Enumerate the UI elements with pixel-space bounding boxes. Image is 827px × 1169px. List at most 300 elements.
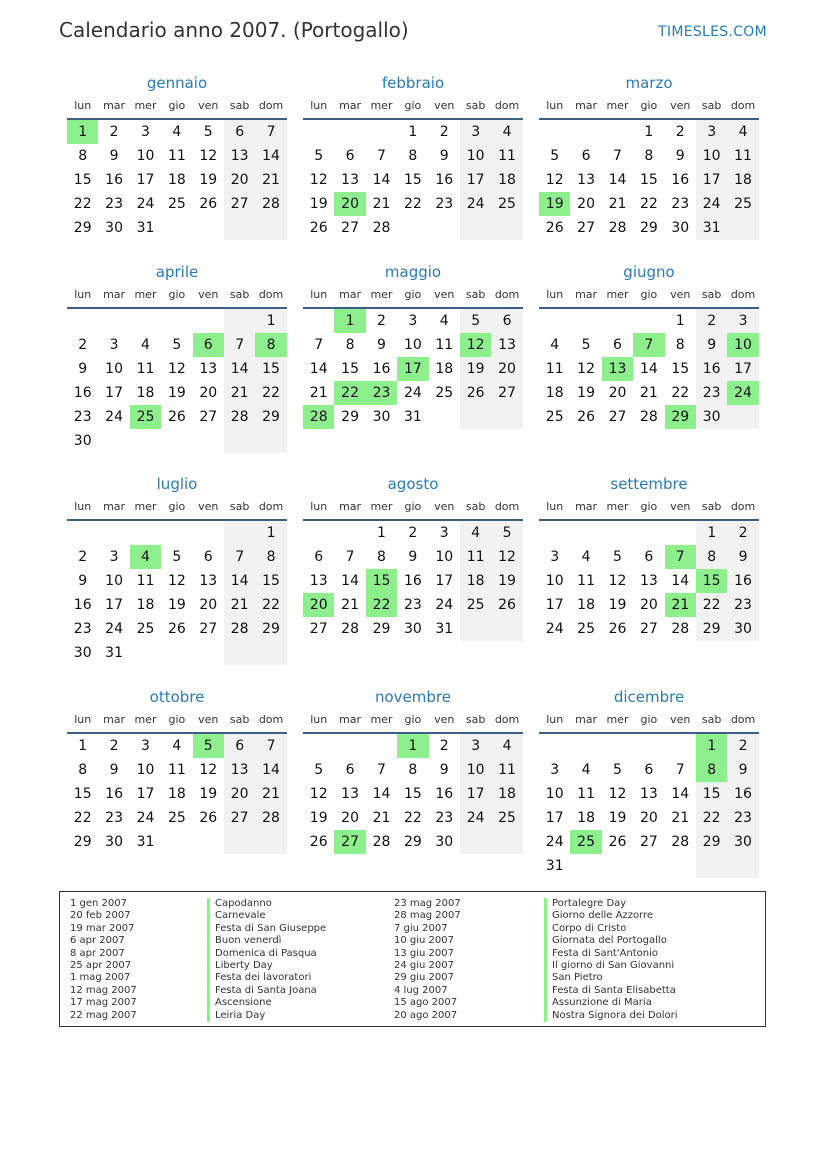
day-cell: 20 xyxy=(224,782,255,806)
day-cell: 25 xyxy=(491,192,522,216)
day-cell: 5 xyxy=(491,521,522,545)
day-cell: 16 xyxy=(105,786,123,802)
weekday-label: mer xyxy=(134,713,157,726)
month-name: gennaio xyxy=(146,74,208,92)
day-cell: 14 xyxy=(608,172,627,188)
weekday-label: ven xyxy=(434,288,455,301)
weekday-label: dom xyxy=(730,288,756,301)
day-grid xyxy=(539,521,759,641)
empty-cell xyxy=(491,405,522,429)
empty-cell xyxy=(161,641,192,665)
weekday-label: dom xyxy=(730,713,756,726)
day-cell: 5 xyxy=(314,762,324,778)
day-cell: 27 xyxy=(334,830,365,854)
day-cell: 15 xyxy=(255,357,286,381)
day-cell: 16 xyxy=(105,172,123,188)
weekday-label: sab xyxy=(229,288,250,301)
day-cell: 21 xyxy=(255,168,286,192)
day-grid xyxy=(539,309,759,429)
month-name: marzo xyxy=(625,74,673,92)
day-cell: 7 xyxy=(224,333,255,357)
day-cell: 6 xyxy=(613,337,622,353)
day-cell: 4 xyxy=(439,313,449,329)
day-cell: 22 xyxy=(671,385,690,401)
empty-cell xyxy=(161,309,192,333)
weekday-header xyxy=(303,497,523,521)
day-cell: 26 xyxy=(491,593,522,617)
day-cell: 13 xyxy=(602,357,633,381)
empty-cell xyxy=(429,216,460,240)
day-cell: 7 xyxy=(665,545,696,569)
day-cell: 25 xyxy=(491,806,522,830)
month-marzo xyxy=(539,70,759,240)
legend-entry: Festa di San Giuseppe xyxy=(207,923,326,935)
legend-dates-col1 xyxy=(70,898,137,1022)
day-cell: 4 xyxy=(491,120,522,144)
empty-cell xyxy=(491,216,522,240)
day-cell: 28 xyxy=(639,409,658,425)
empty-cell xyxy=(491,617,522,641)
day-cell: 7 xyxy=(377,148,386,164)
day-cell: 30 xyxy=(105,220,123,236)
day-cell: 22 xyxy=(255,593,286,617)
weekday-label: mer xyxy=(134,500,157,513)
day-cell: 1 xyxy=(675,313,685,329)
day-cell: 3 xyxy=(109,549,119,565)
day-cell: 27 xyxy=(199,409,218,425)
day-cell: 17 xyxy=(545,810,564,826)
legend-entry: 29 giu 2007 xyxy=(394,972,454,984)
weekday-label: gio xyxy=(640,713,658,726)
day-cell: 26 xyxy=(167,621,186,637)
month-maggio xyxy=(303,259,523,429)
day-cell: 18 xyxy=(167,786,186,802)
day-cell: 28 xyxy=(224,617,255,641)
empty-cell xyxy=(130,309,161,333)
day-cell: 8 xyxy=(345,337,355,353)
weekday-label: mer xyxy=(606,99,629,112)
day-cell: 12 xyxy=(309,172,328,188)
day-cell: 7 xyxy=(633,333,664,357)
day-cell: 23 xyxy=(435,810,454,826)
empty-cell xyxy=(161,521,192,545)
day-cell: 29 xyxy=(639,220,658,236)
legend-entry: 17 mag 2007 xyxy=(70,997,137,1009)
legend-entry: 6 apr 2007 xyxy=(70,935,125,947)
weekday-label: ven xyxy=(670,288,691,301)
day-cell: 23 xyxy=(696,381,727,405)
weekday-label: sab xyxy=(701,713,722,726)
empty-cell xyxy=(303,120,334,144)
weekday-label: mer xyxy=(370,713,393,726)
day-cell: 1 xyxy=(255,309,286,333)
day-cell: 22 xyxy=(639,196,658,212)
day-cell: 20 xyxy=(334,192,365,216)
day-cell: 24 xyxy=(460,192,491,216)
day-cell: 14 xyxy=(255,758,286,782)
day-cell: 12 xyxy=(577,361,595,377)
legend-entry: 15 ago 2007 xyxy=(394,997,458,1009)
weekday-label: dom xyxy=(494,500,520,513)
holiday-legend xyxy=(59,891,766,1027)
day-cell: 27 xyxy=(224,192,255,216)
day-grid xyxy=(67,120,287,240)
day-cell: 11 xyxy=(727,144,758,168)
weekday-label: lun xyxy=(546,500,564,513)
month-name: maggio xyxy=(384,263,442,281)
day-cell: 25 xyxy=(136,621,155,637)
weekday-label: lun xyxy=(310,99,328,112)
day-cell: 18 xyxy=(435,361,454,377)
day-cell: 12 xyxy=(309,786,328,802)
legend-entry: Buon venerdì xyxy=(207,935,326,947)
day-cell: 28 xyxy=(255,192,286,216)
day-cell: 7 xyxy=(377,762,386,778)
legend-names-col2 xyxy=(544,898,678,1022)
day-cell: 18 xyxy=(136,385,155,401)
weekday-label: dom xyxy=(494,288,520,301)
day-cell: 1 xyxy=(377,525,386,541)
day-cell: 4 xyxy=(581,762,591,778)
day-cell: 16 xyxy=(403,573,422,589)
empty-cell xyxy=(633,854,664,878)
day-cell: 26 xyxy=(167,409,186,425)
day-cell: 24 xyxy=(460,806,491,830)
day-cell: 19 xyxy=(608,810,627,826)
day-cell: 15 xyxy=(73,172,92,188)
day-cell: 26 xyxy=(199,810,218,826)
legend-entry: Festa di Santa Elisabetta xyxy=(544,985,678,997)
day-cell: 26 xyxy=(199,196,218,212)
day-cell: 24 xyxy=(696,192,727,216)
empty-cell xyxy=(633,521,664,545)
day-cell: 23 xyxy=(403,597,422,613)
day-cell: 4 xyxy=(172,738,182,754)
day-cell: 23 xyxy=(105,196,123,212)
day-cell: 1 xyxy=(78,738,88,754)
day-cell: 18 xyxy=(491,782,522,806)
day-cell: 23 xyxy=(366,381,397,405)
month-name: dicembre xyxy=(613,688,685,706)
day-cell: 2 xyxy=(439,124,449,140)
legend-entry: 22 mag 2007 xyxy=(70,1009,137,1021)
day-grid xyxy=(303,120,523,240)
empty-cell xyxy=(539,309,570,333)
day-cell: 20 xyxy=(199,385,218,401)
day-cell: 7 xyxy=(255,120,286,144)
empty-cell xyxy=(570,521,601,545)
legend-entry: 1 gen 2007 xyxy=(70,898,128,909)
day-cell: 18 xyxy=(136,597,155,613)
day-cell: 21 xyxy=(309,385,328,401)
empty-cell xyxy=(727,854,758,878)
day-cell: 27 xyxy=(639,621,658,637)
weekday-header xyxy=(539,285,759,309)
day-grid xyxy=(539,734,759,878)
day-cell: 29 xyxy=(255,617,286,641)
day-cell: 1 xyxy=(255,521,286,545)
weekday-label: ven xyxy=(434,99,455,112)
empty-cell xyxy=(255,830,286,854)
empty-cell xyxy=(224,521,255,545)
day-cell: 19 xyxy=(577,385,595,401)
empty-cell xyxy=(602,120,633,144)
day-cell: 30 xyxy=(372,409,391,425)
day-cell: 16 xyxy=(696,357,727,381)
empty-cell xyxy=(255,429,286,453)
day-cell: 6 xyxy=(644,549,654,565)
empty-cell xyxy=(161,429,192,453)
day-cell: 30 xyxy=(671,220,690,236)
day-cell: 18 xyxy=(545,385,564,401)
day-cell: 13 xyxy=(224,758,255,782)
weekday-label: mar xyxy=(103,99,126,112)
day-cell: 25 xyxy=(577,621,595,637)
legend-entry: Festa di Sant'Antonio xyxy=(544,948,678,960)
weekday-label: ven xyxy=(670,500,691,513)
day-cell: 20 xyxy=(491,357,522,381)
month-luglio xyxy=(67,471,287,665)
empty-cell xyxy=(303,521,334,545)
empty-cell xyxy=(665,521,696,545)
day-grid xyxy=(67,521,287,665)
day-cell: 9 xyxy=(377,337,386,353)
month-aprile xyxy=(67,259,287,453)
day-cell: 13 xyxy=(341,786,359,802)
day-cell: 31 xyxy=(696,216,727,240)
day-cell: 9 xyxy=(727,545,758,569)
weekday-label: lun xyxy=(310,713,328,726)
weekday-label: dom xyxy=(494,99,520,112)
day-cell: 21 xyxy=(639,385,658,401)
day-cell: 12 xyxy=(608,786,627,802)
month-settembre xyxy=(539,471,759,641)
day-cell: 29 xyxy=(696,617,727,641)
empty-cell xyxy=(224,309,255,333)
month-name: agosto xyxy=(387,475,439,493)
day-cell: 15 xyxy=(255,569,286,593)
day-cell: 5 xyxy=(172,337,182,353)
day-cell: 14 xyxy=(255,144,286,168)
day-cell: 16 xyxy=(671,172,690,188)
day-cell: 10 xyxy=(105,573,123,589)
day-cell: 25 xyxy=(130,405,161,429)
day-cell: 4 xyxy=(172,124,182,140)
day-cell: 26 xyxy=(608,834,627,850)
day-cell: 19 xyxy=(309,196,328,212)
month-name: novembre xyxy=(375,688,451,706)
day-cell: 28 xyxy=(341,621,359,637)
day-cell: 5 xyxy=(613,762,622,778)
empty-cell xyxy=(67,521,98,545)
day-cell: 14 xyxy=(671,573,690,589)
empty-cell xyxy=(224,830,255,854)
day-cell: 19 xyxy=(167,385,186,401)
day-cell: 23 xyxy=(73,621,92,637)
day-cell: 28 xyxy=(224,405,255,429)
day-cell: 2 xyxy=(109,124,119,140)
day-cell: 11 xyxy=(435,337,454,353)
day-cell: 14 xyxy=(372,172,391,188)
empty-cell xyxy=(98,521,129,545)
day-cell: 16 xyxy=(435,172,454,188)
legend-dates-col2 xyxy=(394,898,461,1022)
day-cell: 5 xyxy=(314,148,324,164)
day-cell: 9 xyxy=(439,762,449,778)
day-cell: 15 xyxy=(73,786,92,802)
day-cell: 10 xyxy=(136,148,155,164)
day-cell: 3 xyxy=(460,120,491,144)
day-cell: 24 xyxy=(403,385,422,401)
day-cell: 12 xyxy=(199,148,218,164)
day-cell: 23 xyxy=(73,409,92,425)
day-cell: 1 xyxy=(696,734,727,758)
empty-cell xyxy=(224,216,255,240)
empty-cell xyxy=(161,830,192,854)
day-cell: 19 xyxy=(167,597,186,613)
month-name: giugno xyxy=(623,263,675,281)
day-cell: 17 xyxy=(545,597,564,613)
day-cell: 22 xyxy=(403,196,422,212)
day-cell: 12 xyxy=(199,762,218,778)
day-cell: 28 xyxy=(671,834,690,850)
weekday-label: mar xyxy=(103,713,126,726)
day-cell: 26 xyxy=(545,220,564,236)
day-cell: 4 xyxy=(460,521,491,545)
weekday-label: sab xyxy=(701,500,722,513)
weekday-label: mer xyxy=(606,713,629,726)
empty-cell xyxy=(665,854,696,878)
day-cell: 23 xyxy=(727,806,758,830)
day-cell: 17 xyxy=(397,357,428,381)
day-cell: 9 xyxy=(696,333,727,357)
day-cell: 16 xyxy=(73,385,92,401)
legend-entry: 7 giu 2007 xyxy=(394,922,448,934)
day-cell: 14 xyxy=(341,573,359,589)
day-cell: 4 xyxy=(727,120,758,144)
weekday-label: gio xyxy=(168,99,186,112)
day-cell: 3 xyxy=(141,738,150,754)
day-cell: 10 xyxy=(403,337,422,353)
weekday-label: ven xyxy=(434,713,455,726)
weekday-label: gio xyxy=(404,500,422,513)
day-cell: 8 xyxy=(696,545,727,569)
weekday-label: sab xyxy=(465,99,486,112)
day-cell: 22 xyxy=(366,593,397,617)
empty-cell xyxy=(193,429,224,453)
weekday-label: mer xyxy=(134,288,157,301)
empty-cell xyxy=(460,216,491,240)
weekday-label: sab xyxy=(465,288,486,301)
day-cell: 31 xyxy=(545,858,564,874)
day-cell: 8 xyxy=(408,148,418,164)
day-cell: 2 xyxy=(696,309,727,333)
day-cell: 27 xyxy=(199,621,218,637)
weekday-label: mer xyxy=(606,288,629,301)
weekday-label: mar xyxy=(103,288,126,301)
day-cell: 21 xyxy=(372,196,391,212)
day-cell: 2 xyxy=(439,738,449,754)
day-cell: 27 xyxy=(608,409,627,425)
empty-cell xyxy=(429,405,460,429)
day-cell: 17 xyxy=(727,357,758,381)
day-cell: 30 xyxy=(727,617,758,641)
weekday-header xyxy=(539,96,759,120)
day-cell: 20 xyxy=(199,597,218,613)
day-cell: 17 xyxy=(105,597,123,613)
month-ottobre xyxy=(67,684,287,854)
day-cell: 8 xyxy=(78,148,88,164)
legend-entry: Festa dei lavoratori xyxy=(207,972,326,984)
day-cell: 5 xyxy=(613,549,622,565)
day-cell: 5 xyxy=(193,734,224,758)
day-cell: 26 xyxy=(309,834,328,850)
legend-entry: 4 lug 2007 xyxy=(394,984,448,996)
empty-cell xyxy=(397,216,428,240)
day-cell: 1 xyxy=(397,734,428,758)
day-grid xyxy=(67,309,287,453)
day-cell: 2 xyxy=(408,525,418,541)
day-cell: 24 xyxy=(105,621,123,637)
day-cell: 3 xyxy=(408,313,418,329)
day-cell: 22 xyxy=(255,381,286,405)
day-cell: 22 xyxy=(403,810,422,826)
day-cell: 2 xyxy=(377,313,386,329)
weekday-label: ven xyxy=(670,99,691,112)
legend-entry: 8 apr 2007 xyxy=(70,947,125,959)
day-cell: 19 xyxy=(199,172,218,188)
day-cell: 21 xyxy=(608,196,627,212)
day-cell: 31 xyxy=(136,834,155,850)
weekday-label: dom xyxy=(730,99,756,112)
empty-cell xyxy=(161,216,192,240)
day-cell: 11 xyxy=(577,786,595,802)
day-cell: 6 xyxy=(224,734,255,758)
day-cell: 19 xyxy=(460,357,491,381)
day-cell: 19 xyxy=(539,192,570,216)
weekday-label: mer xyxy=(370,288,393,301)
weekday-header xyxy=(67,285,287,309)
day-cell: 22 xyxy=(696,806,727,830)
empty-cell xyxy=(602,521,633,545)
day-cell: 6 xyxy=(345,762,355,778)
day-cell: 15 xyxy=(341,361,359,377)
month-name: ottobre xyxy=(149,688,205,706)
empty-cell xyxy=(130,521,161,545)
day-cell: 20 xyxy=(303,593,334,617)
site-link[interactable]: TIMESLES.COM xyxy=(658,24,767,40)
weekday-label: ven xyxy=(198,500,219,513)
weekday-label: lun xyxy=(74,288,92,301)
day-cell: 13 xyxy=(224,144,255,168)
weekday-label: dom xyxy=(730,500,756,513)
day-cell: 27 xyxy=(309,621,328,637)
empty-cell xyxy=(460,405,491,429)
empty-cell xyxy=(130,429,161,453)
weekday-label: ven xyxy=(198,713,219,726)
day-cell: 10 xyxy=(460,144,491,168)
day-cell: 11 xyxy=(136,573,155,589)
legend-entry: Giorno delle Azzorre xyxy=(544,910,678,922)
empty-cell xyxy=(460,830,491,854)
weekday-header xyxy=(539,497,759,521)
day-cell: 13 xyxy=(309,573,328,589)
legend-entry: Portalegre Day xyxy=(544,898,678,910)
empty-cell xyxy=(570,309,601,333)
day-cell: 25 xyxy=(570,830,601,854)
day-cell: 30 xyxy=(727,830,758,854)
day-cell: 12 xyxy=(608,573,627,589)
